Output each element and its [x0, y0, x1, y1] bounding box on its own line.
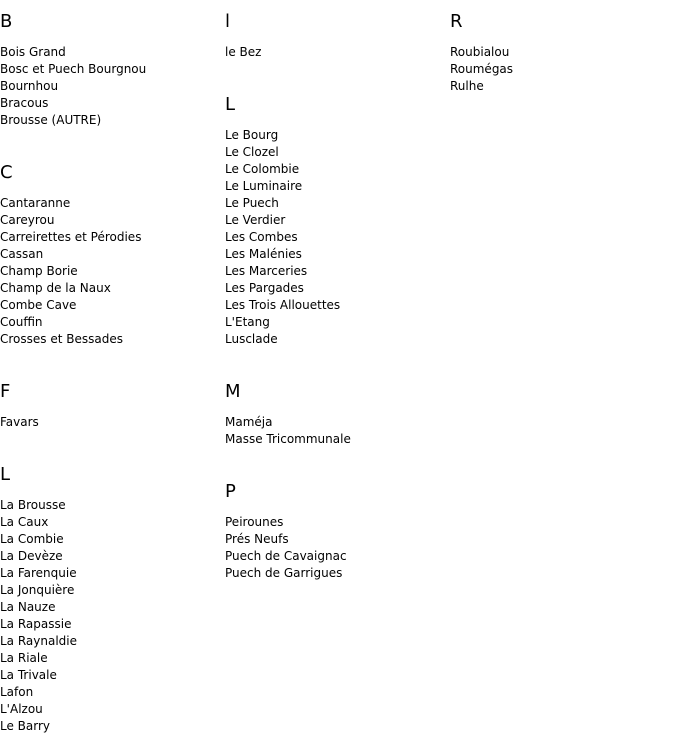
place-item[interactable]: La Nauze	[0, 600, 56, 614]
heading-spacer	[225, 114, 445, 127]
place-item[interactable]: Les Marceries	[225, 264, 308, 278]
group-spacer	[225, 348, 445, 370]
place-item[interactable]: Bois Grand	[0, 45, 66, 59]
place-item[interactable]: Le Barry	[0, 719, 51, 733]
place-item[interactable]: Carreirettes et Pérodies	[0, 230, 142, 244]
heading-spacer	[0, 401, 220, 414]
group-spacer	[225, 61, 445, 83]
place-item[interactable]: Les Pargades	[225, 281, 304, 295]
place-item[interactable]: Champ de la Naux	[0, 281, 111, 295]
place-item[interactable]: Le Puech	[225, 196, 279, 210]
place-item[interactable]: Le Bourg	[225, 128, 279, 142]
place-item[interactable]: Les Combes	[225, 230, 298, 244]
place-item[interactable]: Rulhe	[450, 79, 484, 93]
letter-group	[450, 0, 670, 95]
letter-heading: M	[225, 381, 241, 402]
place-item[interactable]: Favars	[0, 415, 39, 429]
place-item[interactable]: Bournhou	[0, 79, 59, 93]
letter-group	[225, 0, 445, 61]
place-item[interactable]: La Riale	[0, 651, 48, 665]
place-item[interactable]: Combe Cave	[0, 298, 77, 312]
place-item[interactable]: Lafon	[0, 685, 34, 699]
place-item[interactable]: La Raynaldie	[0, 634, 78, 648]
place-list	[0, 497, 220, 735]
place-item[interactable]: Masse Tricommunale	[225, 432, 351, 446]
place-item[interactable]: Roumégas	[450, 62, 514, 76]
column-3	[450, 0, 670, 95]
letter-heading: L	[225, 94, 236, 115]
column-2	[225, 0, 445, 582]
place-item[interactable]: Careyrou	[0, 213, 55, 227]
place-item[interactable]: Les Trois Allouettes	[225, 298, 341, 312]
place-item[interactable]: La Trivale	[0, 668, 57, 682]
place-item[interactable]: Couffin	[0, 315, 43, 329]
place-item[interactable]: La Jonquière	[0, 583, 75, 597]
group-spacer	[225, 448, 445, 470]
letter-group	[0, 151, 220, 348]
group-spacer	[0, 431, 220, 453]
place-item[interactable]: Brousse (AUTRE)	[0, 113, 102, 127]
letter-group	[0, 0, 220, 129]
place-list	[225, 514, 445, 582]
place-item[interactable]: Les Malénies	[225, 247, 302, 261]
letter-heading: l	[225, 11, 231, 32]
place-item[interactable]: Le Verdier	[225, 213, 286, 227]
place-list	[450, 44, 670, 95]
place-list	[0, 195, 220, 348]
place-item[interactable]: Puech de Cavaignac	[225, 549, 347, 563]
place-item[interactable]: Cassan	[0, 247, 44, 261]
place-item[interactable]: L'Alzou	[0, 702, 43, 716]
place-list	[225, 127, 445, 348]
heading-spacer	[0, 31, 220, 44]
place-item[interactable]: Champ Borie	[0, 264, 78, 278]
letter-group	[0, 453, 220, 735]
place-item[interactable]: Puech de Garrigues	[225, 566, 343, 580]
place-item[interactable]: La Farenquie	[0, 566, 77, 580]
place-list	[225, 44, 445, 61]
heading-spacer	[225, 31, 445, 44]
place-item[interactable]: La Combie	[0, 532, 64, 546]
letter-heading: C	[0, 162, 13, 183]
place-item[interactable]: Le Clozel	[225, 145, 279, 159]
letter-heading: F	[0, 381, 11, 402]
group-spacer	[0, 129, 220, 151]
letter-group	[225, 83, 445, 348]
place-list	[225, 414, 445, 448]
place-item[interactable]: Crosses et Bessades	[0, 332, 123, 346]
place-list	[0, 414, 220, 431]
place-item[interactable]: La Devèze	[0, 549, 63, 563]
heading-spacer	[450, 31, 670, 44]
place-item[interactable]: Lusclade	[225, 332, 278, 346]
letter-group	[225, 470, 445, 582]
heading-spacer	[225, 501, 445, 514]
heading-spacer	[0, 484, 220, 497]
group-spacer	[0, 348, 220, 370]
place-item[interactable]: L'Etang	[225, 315, 270, 329]
place-item[interactable]: Bracous	[0, 96, 49, 110]
place-item[interactable]: Bosc et Puech Bourgnou	[0, 62, 147, 76]
letter-group	[0, 370, 220, 431]
column-1	[0, 0, 220, 735]
place-item[interactable]: La Caux	[0, 515, 49, 529]
place-item[interactable]: Roubialou	[450, 45, 510, 59]
letter-heading: R	[450, 11, 463, 32]
place-item[interactable]: Cantaranne	[0, 196, 71, 210]
place-item[interactable]: Le Luminaire	[225, 179, 303, 193]
place-item[interactable]: Le Colombie	[225, 162, 300, 176]
place-item[interactable]: La Brousse	[0, 498, 66, 512]
letter-heading: B	[0, 11, 13, 32]
heading-spacer	[0, 182, 220, 195]
letter-heading: P	[225, 481, 236, 502]
place-item[interactable]: La Rapassie	[0, 617, 72, 631]
place-item[interactable]: Maméja	[225, 415, 273, 429]
heading-spacer	[225, 401, 445, 414]
letter-heading: L	[0, 464, 11, 485]
place-list	[0, 44, 220, 129]
letter-group	[225, 370, 445, 448]
place-item[interactable]: Peirounes	[225, 515, 284, 529]
place-item[interactable]: le Bez	[225, 45, 262, 59]
place-item[interactable]: Prés Neufs	[225, 532, 289, 546]
